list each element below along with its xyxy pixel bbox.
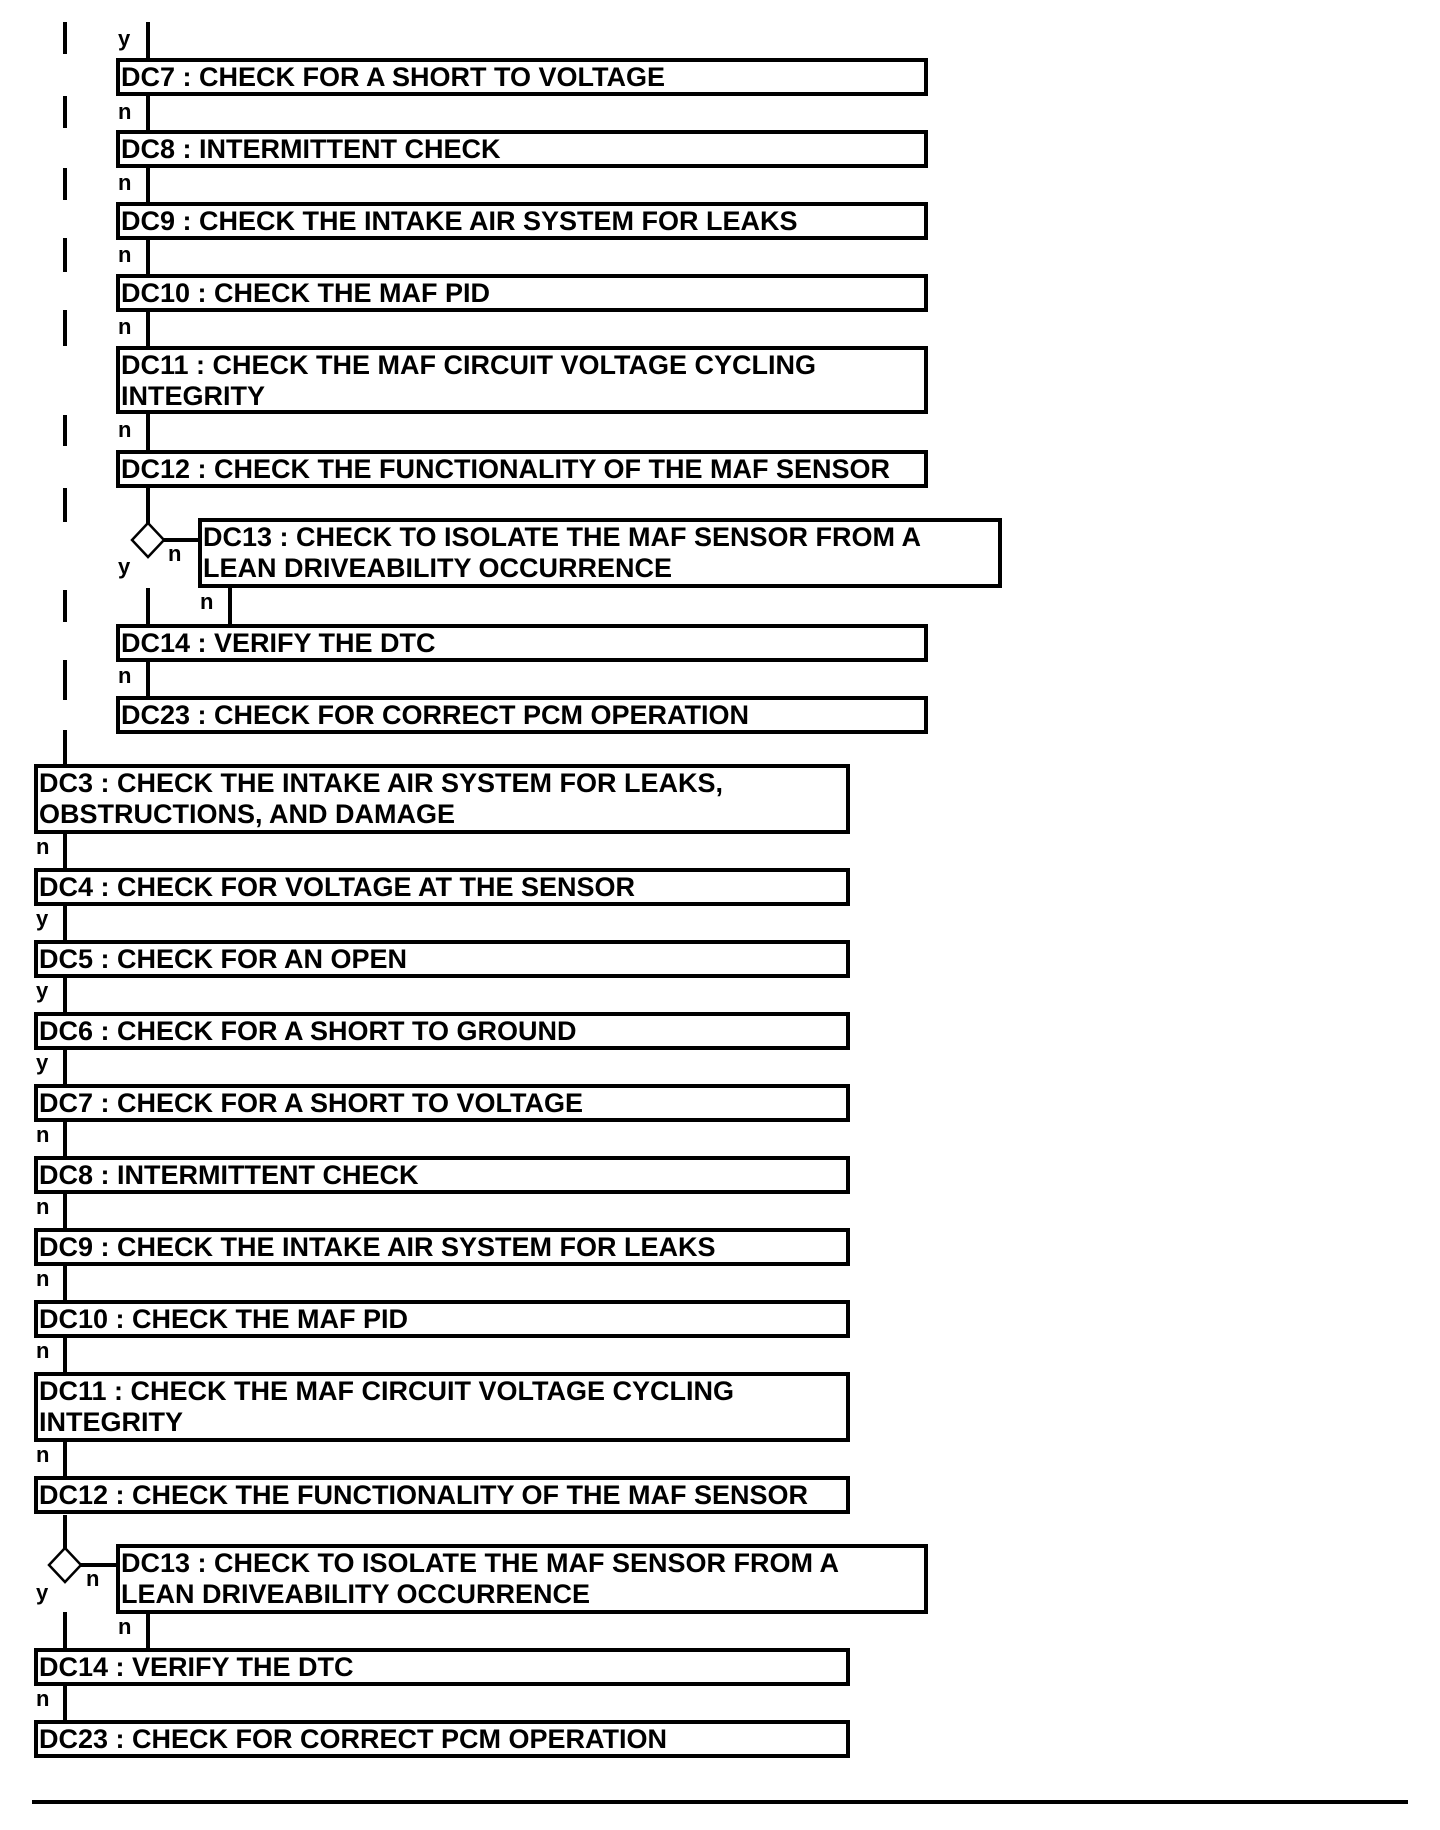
step-dc8-upper: [118, 132, 926, 166]
decision-diamond: [49, 1548, 81, 1582]
step-label: DC13 : CHECK TO ISOLATE THE MAF SENSOR FROM A: [203, 522, 922, 552]
step-label: DC13 : CHECK TO ISOLATE THE MAF SENSOR FROM A: [121, 1548, 840, 1578]
branch-label-no: n: [200, 589, 214, 614]
step-dc5: [36, 942, 848, 976]
branch-label-no: n: [118, 99, 132, 124]
branch-label-no: n: [118, 170, 132, 195]
step-label: DC23 : CHECK FOR CORRECT PCM OPERATION: [121, 700, 750, 730]
branch-label-yes: y: [36, 906, 49, 931]
step-label: INTEGRITY: [39, 1407, 184, 1437]
step-label: DC12 : CHECK THE FUNCTIONALITY OF THE MAF SENSOR: [121, 454, 891, 484]
branch-label-yes: y: [36, 1580, 49, 1605]
branch-label-yes: y: [118, 554, 131, 579]
branch-label-no: n: [36, 1442, 50, 1467]
step-dc3: [36, 766, 848, 832]
step-dc7-upper: [118, 60, 926, 94]
branch-label-no: n: [118, 417, 132, 442]
branch-label-no: n: [118, 1614, 132, 1639]
branch-label-no: n: [118, 242, 132, 267]
branch-label-no: n: [118, 663, 132, 688]
step-label: DC7 : CHECK FOR A SHORT TO VOLTAGE: [39, 1088, 584, 1118]
step-label: DC8 : INTERMITTENT CHECK: [121, 134, 501, 164]
step-dc12: [36, 1478, 848, 1512]
step-label: DC9 : CHECK THE INTAKE AIR SYSTEM FOR LEAKS: [121, 206, 798, 236]
step-dc12-upper: [118, 452, 926, 486]
step-label: DC14 : VERIFY THE DTC: [39, 1652, 354, 1682]
branch-label-no: n: [36, 1266, 50, 1291]
step-dc8: [36, 1158, 848, 1192]
step-dc23-upper: [118, 698, 926, 732]
decision-diamond: [132, 523, 164, 557]
step-label: DC11 : CHECK THE MAF CIRCUIT VOLTAGE CYCLING: [121, 350, 817, 380]
step-label: DC7 : CHECK FOR A SHORT TO VOLTAGE: [121, 62, 666, 92]
step-dc13: [118, 1546, 926, 1612]
step-dc4: [36, 870, 848, 904]
step-label: DC14 : VERIFY THE DTC: [121, 628, 436, 658]
step-label: DC5 : CHECK FOR AN OPEN: [39, 944, 408, 974]
step-dc23: [36, 1722, 848, 1756]
step-label: DC10 : CHECK THE MAF PID: [39, 1304, 409, 1334]
step-label: DC10 : CHECK THE MAF PID: [121, 278, 491, 308]
step-label: DC23 : CHECK FOR CORRECT PCM OPERATION: [39, 1724, 668, 1754]
branch-label-yes: y: [118, 26, 131, 51]
step-label: DC3 : CHECK THE INTAKE AIR SYSTEM FOR LEAKS,: [39, 768, 724, 798]
step-label: DC8 : INTERMITTENT CHECK: [39, 1160, 419, 1190]
branch-label-no: n: [36, 834, 50, 859]
step-dc6: [36, 1014, 848, 1048]
step-dc14-upper: [118, 626, 926, 660]
branch-label-no: n: [118, 314, 132, 339]
branch-label-no: n: [36, 1686, 50, 1711]
step-label: DC12 : CHECK THE FUNCTIONALITY OF THE MAF SENSOR: [39, 1480, 809, 1510]
step-label: OBSTRUCTIONS, AND DAMAGE: [39, 799, 455, 829]
step-label: LEAN DRIVEABILITY OCCURRENCE: [121, 1579, 591, 1609]
branch-label-no: n: [36, 1338, 50, 1363]
branch-label-yes: y: [36, 978, 49, 1003]
step-dc9: [36, 1230, 848, 1264]
branch-label-no: n: [86, 1566, 100, 1591]
step-label: DC6 : CHECK FOR A SHORT TO GROUND: [39, 1016, 577, 1046]
step-dc7: [36, 1086, 848, 1120]
step-label: DC11 : CHECK THE MAF CIRCUIT VOLTAGE CYCLING: [39, 1376, 735, 1406]
step-dc10-upper: [118, 276, 926, 310]
step-label: DC4 : CHECK FOR VOLTAGE AT THE SENSOR: [39, 872, 636, 902]
step-dc9-upper: [118, 204, 926, 238]
branch-label-no: n: [36, 1194, 50, 1219]
step-label: DC9 : CHECK THE INTAKE AIR SYSTEM FOR LEAKS: [39, 1232, 716, 1262]
step-dc11-upper: [118, 348, 926, 412]
branch-label-no: n: [36, 1122, 50, 1147]
step-label: INTEGRITY: [121, 381, 266, 411]
step-dc14: [36, 1650, 848, 1684]
step-label: LEAN DRIVEABILITY OCCURRENCE: [203, 553, 673, 583]
step-dc10: [36, 1302, 848, 1336]
branch-label-yes: y: [36, 1050, 49, 1075]
step-dc11: [36, 1374, 848, 1440]
branch-label-no: n: [168, 541, 182, 566]
step-dc13-upper: [200, 520, 1000, 586]
